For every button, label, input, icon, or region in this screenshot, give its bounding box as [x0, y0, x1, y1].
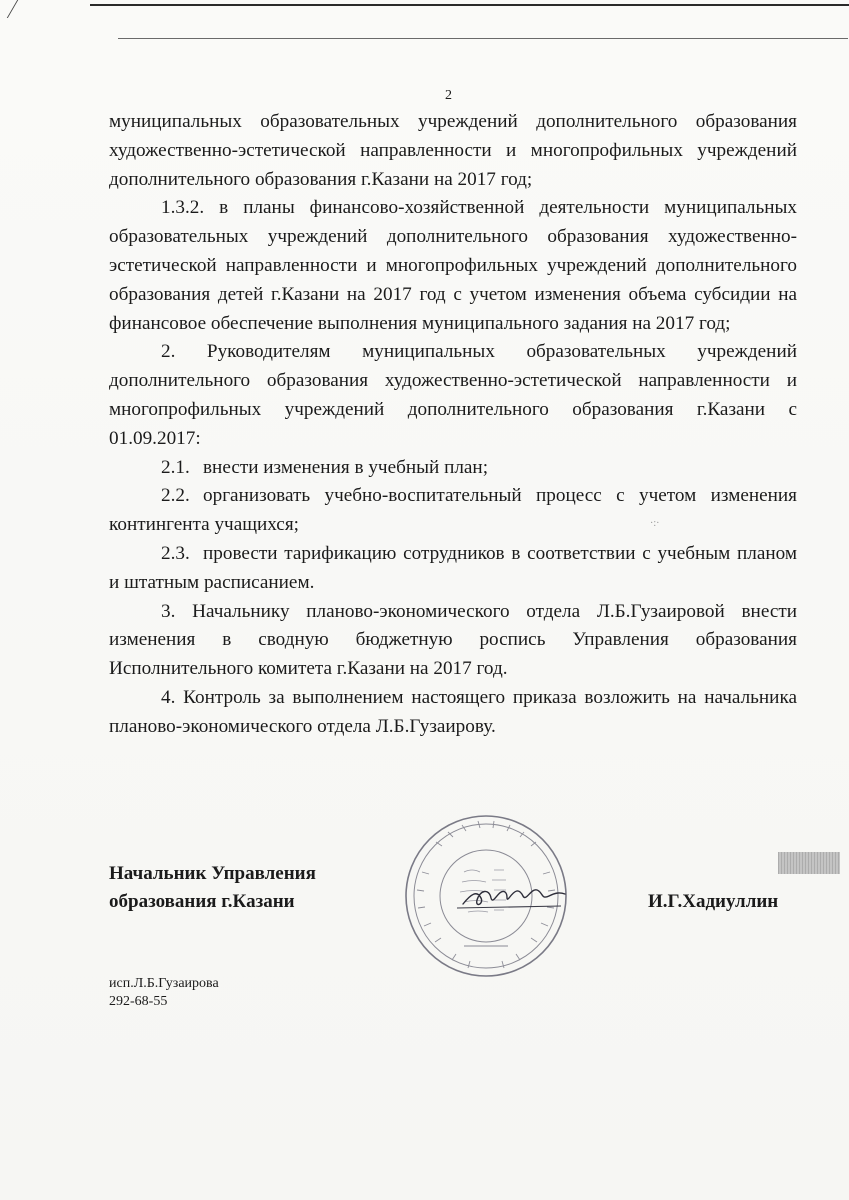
signatory-name: И.Г.Хадиуллин — [648, 891, 779, 912]
scan-speck: ·:· — [650, 518, 660, 529]
paragraph-3: 3. Начальнику планово-экономического отдела Л.Б.Гузаировой внести изменения в сводную бюджетную роспись Управления образования Исполнительного комитета г.Казани на 2017 год. — [109, 600, 797, 680]
page-number: 2 — [445, 88, 452, 103]
list-item-number: 2.2. — [161, 485, 190, 507]
paragraph-4: 4. Контроль за выполнением настоящего приказа возложить на начальника планово-экономического отдела Л.Б.Гузаирову. — [109, 686, 797, 737]
scan-edge-second — [118, 38, 848, 39]
list-item-text: организовать учебно-воспитательный процесс с учетом изменения контингента учащихся; — [109, 485, 797, 536]
handwritten-signature — [455, 878, 575, 918]
list-item-text: провести тарификацию сотрудников в соответствии с учебным планом и штатным расписанием. — [109, 542, 797, 593]
signatory-position-line2: образования г.Казани — [109, 891, 295, 912]
scan-edge-corner — [0, 0, 18, 18]
list-item — [109, 540, 797, 598]
list-item — [109, 454, 797, 483]
list-item-number: 2.3. — [161, 542, 190, 564]
executor-phone: 292-68-55 — [109, 994, 168, 1009]
executor-name: исп.Л.Б.Гузаирова — [109, 976, 219, 991]
list-item — [109, 482, 797, 540]
scan-edge-top — [90, 4, 849, 6]
executor-info — [109, 975, 219, 1011]
signatory-position — [109, 860, 316, 916]
paragraph-2: 2. Руководителям муниципальных образовательных учреждений дополнительного образования художественно-эстетической направленности и многопрофильных учреждений дополнительного образования г.Казани с 01.09.2017: — [109, 341, 797, 449]
document-body — [109, 108, 797, 742]
paragraph-continuation: муниципальных образовательных учреждений дополнительного образования художественно-эстетической направленности и многопрофильных учреждений дополнительного образования г.Казани на 2017 год; — [109, 111, 797, 190]
scan-artifact — [778, 852, 840, 874]
paragraph-1-3-2: 1.3.2. в планы финансово-хозяйственной деятельности муниципальных образовательных учреждений дополнительного образования художественно-эстетической направленности и многопрофильных учреждений дополнительного образования детей г.Казани на 2017 год с учетом изменения объема субсидии на финансовое обеспечение выполнения муниципального задания на 2017 год; — [109, 197, 797, 334]
list-item-number: 2.1. — [161, 456, 190, 478]
list-item-text: внести изменения в учебный план; — [203, 456, 489, 478]
signatory-position-line1: Начальник Управления — [109, 863, 316, 884]
